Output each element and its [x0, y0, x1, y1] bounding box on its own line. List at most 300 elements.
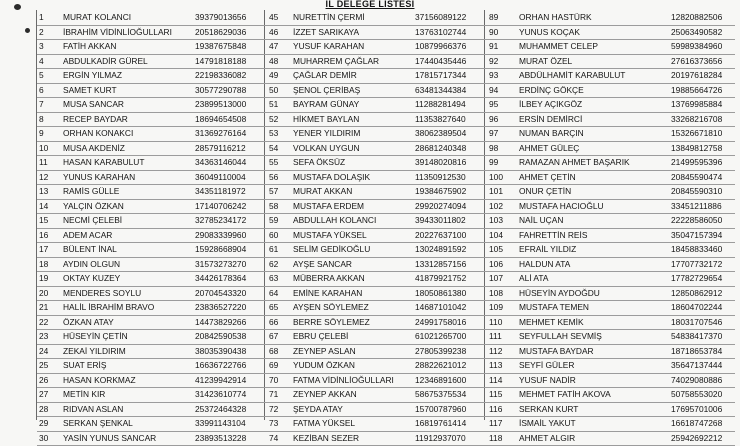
delegate-row	[37, 127, 265, 142]
delegate-number: 20	[39, 287, 48, 301]
delegate-number: 2	[39, 26, 44, 40]
delegate-id-number: 25942692212	[671, 432, 722, 446]
delegate-id-number: 54838417370	[671, 330, 722, 344]
delegate-row	[265, 11, 485, 26]
delegate-row	[265, 84, 485, 99]
delegate-name: AHMET GÜLEÇ	[519, 142, 579, 156]
delegate-number: 109	[489, 301, 503, 315]
delegate-id-number: 11912937070	[415, 432, 466, 446]
delegate-row	[37, 142, 265, 157]
delegate-id-number: 37156089122	[415, 11, 466, 25]
delegate-name: ADEM ACAR	[63, 229, 112, 243]
delegate-row	[485, 55, 735, 70]
delegate-row	[37, 113, 265, 128]
delegate-number: 105	[489, 243, 503, 257]
delegate-row	[485, 98, 735, 113]
delegate-id-number: 14473829266	[195, 316, 246, 330]
delegate-id-number: 35647137444	[671, 359, 722, 373]
delegate-id-number: 17140706242	[195, 200, 246, 214]
delegate-row	[485, 432, 735, 446]
delegate-id-number: 13024891592	[415, 243, 466, 257]
delegate-name: MENDERES SOYLU	[63, 287, 141, 301]
delegate-number: 98	[489, 142, 498, 156]
delegate-name: HÜSEYİN ÇETİN	[63, 330, 128, 344]
delegate-number: 51	[269, 98, 278, 112]
delegate-name: ZEKAİ YILDIRIM	[63, 345, 126, 359]
delegate-row	[265, 345, 485, 360]
delegate-number: 67	[269, 330, 278, 344]
delegate-name: SEYFULLAH SEVMİŞ	[519, 330, 602, 344]
delegate-column-1	[37, 11, 265, 446]
delegate-name: ŞENOL ÇERİBAŞ	[293, 84, 360, 98]
delegate-name: RIDVAN ASLAN	[63, 403, 123, 417]
delegate-row	[37, 272, 265, 287]
delegate-id-number: 25063490582	[671, 26, 722, 40]
delegate-number: 7	[39, 98, 44, 112]
delegate-row	[485, 301, 735, 316]
delegate-row	[265, 432, 485, 446]
delegate-name: SERKAN KURT	[519, 403, 578, 417]
delegate-name: ÖZKAN ATAY	[63, 316, 114, 330]
delegate-id-number: 34351181972	[195, 185, 246, 199]
delegate-row	[37, 403, 265, 418]
delegate-number: 15	[39, 214, 48, 228]
delegate-row	[485, 229, 735, 244]
delegate-number: 25	[39, 359, 48, 373]
delegate-row	[265, 229, 485, 244]
delegate-row	[265, 26, 485, 41]
delegate-number: 46	[269, 26, 278, 40]
delegate-number: 4	[39, 55, 44, 69]
delegate-number: 3	[39, 40, 44, 54]
delegate-id-number: 11350912530	[415, 171, 466, 185]
page-title: İL DELEGE LİSTESİ	[0, 0, 740, 9]
delegate-name: HASAN KARABULUT	[63, 156, 144, 170]
delegate-name: BERRE SÖYLEMEZ	[293, 316, 370, 330]
delegate-number: 102	[489, 200, 503, 214]
delegate-id-number: 10879966376	[415, 40, 466, 54]
delegate-name: ERGİN YILMAZ	[63, 69, 122, 83]
delegate-number: 55	[269, 156, 278, 170]
delegate-id-number: 18031707546	[671, 316, 722, 330]
delegate-name: MUSTAFA BAYDAR	[519, 345, 594, 359]
delegate-row	[37, 287, 265, 302]
delegate-number: 59	[269, 214, 278, 228]
delegate-id-number: 20845590310	[671, 185, 722, 199]
delegate-row	[265, 98, 485, 113]
delegate-number: 24	[39, 345, 48, 359]
delegate-number: 6	[39, 84, 44, 98]
delegate-id-number: 16636722766	[195, 359, 246, 373]
delegate-number: 71	[269, 388, 278, 402]
delegate-id-number: 13312857156	[415, 258, 466, 272]
delegate-id-number: 38035390438	[195, 345, 246, 359]
delegate-row	[485, 243, 735, 258]
delegate-number: 64	[269, 287, 278, 301]
delegate-number: 30	[39, 432, 48, 446]
delegate-id-number: 30577290788	[195, 84, 246, 98]
delegate-row	[37, 359, 265, 374]
delegate-name: NURETTİN ÇERMİ	[293, 11, 365, 25]
delegate-name: MURAT KOLANCI	[63, 11, 131, 25]
delegate-row	[37, 200, 265, 215]
delegate-number: 54	[269, 142, 278, 156]
delegate-number: 72	[269, 403, 278, 417]
delegate-id-number: 20842590538	[195, 330, 246, 344]
delegate-row	[265, 55, 485, 70]
delegate-row	[265, 272, 485, 287]
delegate-number: 118	[489, 432, 502, 446]
delegate-row	[37, 432, 265, 446]
delegate-number: 93	[489, 69, 498, 83]
delegate-name: ORHAN KONAKCI	[63, 127, 133, 141]
delegate-row	[485, 403, 735, 418]
delegate-row	[37, 214, 265, 229]
delegate-row	[265, 171, 485, 186]
delegate-id-number: 15700787960	[415, 403, 466, 417]
delegate-number: 28	[39, 403, 48, 417]
delegate-number: 14	[39, 200, 48, 214]
delegate-name: ONUR ÇETİN	[519, 185, 571, 199]
delegate-id-number: 14791818188	[195, 55, 246, 69]
delegate-id-number: 21499595396	[671, 156, 722, 170]
delegate-number: 56	[269, 171, 278, 185]
delegate-id-number: 18694654508	[195, 113, 246, 127]
delegate-name: HÜSEYİN AYDOĞDU	[519, 287, 600, 301]
delegate-name: MUSA AKDENİZ	[63, 142, 125, 156]
delegate-name: FATMA VİDİNLİOĞULLARI	[293, 374, 394, 388]
delegate-row	[485, 40, 735, 55]
delegate-name: VOLKAN UYGUN	[293, 142, 360, 156]
delegate-number: 107	[489, 272, 503, 286]
delegate-number: 114	[489, 374, 502, 388]
delegate-name: BÜLENT İNAL	[63, 243, 117, 257]
delegate-row	[485, 316, 735, 331]
delegate-name: MUSA SANCAR	[63, 98, 124, 112]
delegate-number: 23	[39, 330, 48, 344]
delegate-number: 47	[269, 40, 278, 54]
delegate-row	[265, 287, 485, 302]
delegate-number: 91	[489, 40, 498, 54]
delegate-name: BAYRAM GÜNAY	[293, 98, 359, 112]
delegate-row	[37, 258, 265, 273]
delegate-number: 115	[489, 388, 502, 402]
delegate-number: 19	[39, 272, 48, 286]
delegate-row	[485, 330, 735, 345]
delegate-id-number: 13849812758	[671, 142, 722, 156]
delegate-row	[37, 84, 265, 99]
delegate-id-number: 17707732172	[671, 258, 722, 272]
delegate-number: 104	[489, 229, 503, 243]
delegate-number: 21	[39, 301, 48, 315]
delegate-number: 89	[489, 11, 498, 25]
delegate-name: ZEYNEP ASLAN	[293, 345, 356, 359]
delegate-row	[265, 156, 485, 171]
delegate-number: 108	[489, 287, 503, 301]
delegate-id-number: 36049110004	[195, 171, 246, 185]
delegate-number: 9	[39, 127, 44, 141]
delegate-id-number: 35047157394	[671, 229, 722, 243]
delegate-id-number: 59989384960	[671, 40, 722, 54]
delegate-row	[485, 11, 735, 26]
delegate-row	[265, 388, 485, 403]
delegate-row	[37, 55, 265, 70]
delegate-name: YUNUS KARAHAN	[63, 171, 135, 185]
delegate-number: 52	[269, 113, 278, 127]
delegate-row	[265, 214, 485, 229]
delegate-number: 106	[489, 258, 503, 272]
delegate-number: 117	[489, 417, 502, 431]
delegate-row	[265, 200, 485, 215]
delegate-name: SUAT ERİŞ	[63, 359, 106, 373]
delegate-number: 27	[39, 388, 48, 402]
delegate-name: ÇAĞLAR DEMİR	[293, 69, 357, 83]
delegate-row	[265, 258, 485, 273]
delegate-number: 68	[269, 345, 278, 359]
delegate-id-number: 27616373656	[671, 55, 722, 69]
delegate-id-number: 25372464328	[195, 403, 246, 417]
delegate-row	[485, 417, 735, 432]
delegate-number: 17	[39, 243, 48, 257]
delegate-name: AHMET ALGIR	[519, 432, 575, 446]
delegate-id-number: 20197618284	[671, 69, 722, 83]
delegate-number: 50	[269, 84, 278, 98]
delegate-id-number: 23899513000	[195, 98, 246, 112]
delegate-name: İZZET SARIKAYA	[293, 26, 359, 40]
delegate-number: 48	[269, 55, 278, 69]
delegate-id-number: 20845590474	[671, 171, 722, 185]
delegate-name: MUSTAFA TEMEN	[519, 301, 589, 315]
delegate-name: METİN KIR	[63, 388, 105, 402]
delegate-name: EMİNE KARAHAN	[293, 287, 362, 301]
delegate-number: 65	[269, 301, 278, 315]
delegate-number: 5	[39, 69, 44, 83]
delegate-name: AHMET ÇETİN	[519, 171, 576, 185]
delegate-name: SAMET KURT	[63, 84, 117, 98]
delegate-name: YUDUM ÖZKAN	[293, 359, 355, 373]
delegate-number: 61	[269, 243, 278, 257]
delegate-id-number: 11353827640	[415, 113, 466, 127]
delegate-number: 103	[489, 214, 503, 228]
delegate-name: MUSTAFA ERDEM	[293, 200, 364, 214]
delegate-row	[265, 127, 485, 142]
delegate-number: 112	[489, 345, 502, 359]
delegate-name: YENER YILDIRIM	[293, 127, 360, 141]
delegate-row	[265, 69, 485, 84]
delegate-row	[37, 316, 265, 331]
ink-blot	[25, 28, 30, 33]
delegate-name: FATMA YÜKSEL	[293, 417, 355, 431]
delegate-name: OKTAY KUZEY	[63, 272, 120, 286]
delegate-name: ŞEYDA ATAY	[293, 403, 343, 417]
delegate-id-number: 29920274094	[415, 200, 466, 214]
delegate-name: MEHMET FATİH AKOVA	[519, 388, 611, 402]
delegate-id-number: 17782729654	[671, 272, 722, 286]
delegate-row	[37, 330, 265, 345]
delegate-name: NECMİ ÇELEBİ	[63, 214, 122, 228]
delegate-number: 99	[489, 156, 498, 170]
delegate-id-number: 17440435446	[415, 55, 466, 69]
delegate-number: 73	[269, 417, 278, 431]
delegate-id-number: 28822621012	[415, 359, 466, 373]
delegate-column-2	[265, 11, 485, 446]
delegate-name: YUSUF NADİR	[519, 374, 576, 388]
delegate-number: 53	[269, 127, 278, 141]
delegate-name: ZEYNEP AKKAN	[293, 388, 357, 402]
delegate-name: YALÇIN ÖZKAN	[63, 200, 124, 214]
delegate-name: İBRAHİM VİDİNLİOĞULLARI	[63, 26, 172, 40]
delegate-id-number: 12820882506	[671, 11, 722, 25]
delegate-id-number: 13769985884	[671, 98, 722, 112]
delegate-name: YUNUS KOÇAK	[519, 26, 580, 40]
delegate-id-number: 31573273270	[195, 258, 246, 272]
delegate-id-number: 18718653784	[671, 345, 722, 359]
delegate-row	[265, 113, 485, 128]
delegate-number: 60	[269, 229, 278, 243]
delegate-id-number: 20227637100	[415, 229, 466, 243]
delegate-name: SEYFİ GÜLER	[519, 359, 574, 373]
delegate-column-3	[485, 11, 735, 446]
delegate-number: 12	[39, 171, 48, 185]
delegate-row	[485, 84, 735, 99]
delegate-name: MUSTAFA YÜKSEL	[293, 229, 367, 243]
delegate-row	[265, 142, 485, 157]
delegate-number: 13	[39, 185, 48, 199]
delegate-name: HALİL İBRAHİM BRAVO	[63, 301, 154, 315]
delegate-number: 95	[489, 98, 498, 112]
delegate-row	[485, 214, 735, 229]
delegate-number: 22	[39, 316, 48, 330]
delegate-row	[485, 26, 735, 41]
delegate-name: EFRAİL YILDIZ	[519, 243, 576, 257]
delegate-number: 97	[489, 127, 498, 141]
delegate-number: 113	[489, 359, 502, 373]
delegate-row	[37, 374, 265, 389]
delegate-row	[37, 229, 265, 244]
delegate-row	[37, 417, 265, 432]
delegate-row	[485, 388, 735, 403]
delegate-row	[485, 359, 735, 374]
delegate-name: ABDULLAH KOLANCI	[293, 214, 376, 228]
delegate-id-number: 16618747268	[671, 417, 722, 431]
delegate-row	[265, 330, 485, 345]
delegate-id-number: 39379013656	[195, 11, 246, 25]
delegate-id-number: 18604702244	[671, 301, 722, 315]
delegate-id-number: 19384675902	[415, 185, 466, 199]
delegate-name: FAHRETTİN REİS	[519, 229, 587, 243]
delegate-row	[485, 171, 735, 186]
delegate-name: ERDİNÇ GÖKÇE	[519, 84, 584, 98]
delegate-row	[37, 156, 265, 171]
delegate-number: 69	[269, 359, 278, 373]
delegate-name: RAMİS GÜLLE	[63, 185, 119, 199]
delegate-number: 110	[489, 316, 502, 330]
delegate-name: HİKMET BAYLAN	[293, 113, 359, 127]
delegate-number: 62	[269, 258, 278, 272]
delegate-id-number: 31369276164	[195, 127, 246, 141]
delegate-name: SERKAN ŞENKAL	[63, 417, 133, 431]
delegate-id-number: 32785234172	[195, 214, 246, 228]
delegate-name: ABDULKADİR GÜREL	[63, 55, 148, 69]
delegate-name: SELİM GEDİKOĞLU	[293, 243, 370, 257]
delegate-id-number: 12850862912	[671, 287, 722, 301]
delegate-id-number: 28681240348	[415, 142, 466, 156]
delegate-name: AYŞE SANCAR	[293, 258, 352, 272]
delegate-id-number: 17815717344	[415, 69, 466, 83]
delegate-row	[37, 11, 265, 26]
delegate-id-number: 20704543320	[195, 287, 246, 301]
delegate-id-number: 19885664726	[671, 84, 722, 98]
delegate-name: ABDÜLHAMİT KARABULUT	[519, 69, 625, 83]
delegate-number: 8	[39, 113, 44, 127]
delegate-id-number: 22228586050	[671, 214, 722, 228]
delegate-number: 10	[39, 142, 48, 156]
delegate-number: 26	[39, 374, 48, 388]
delegate-id-number: 13763102744	[415, 26, 466, 40]
delegate-name: NUMAN BARÇIN	[519, 127, 584, 141]
delegate-number: 11	[39, 156, 48, 170]
delegate-id-number: 29083339960	[195, 229, 246, 243]
delegate-name: MURAT AKKAN	[293, 185, 352, 199]
delegate-name: EBRU ÇELEBİ	[293, 330, 348, 344]
delegate-id-number: 34426178364	[195, 272, 246, 286]
delegate-id-number: 74029080886	[671, 374, 722, 388]
delegate-number: 111	[489, 330, 502, 344]
delegate-row	[485, 345, 735, 360]
delegate-number: 96	[489, 113, 498, 127]
delegate-number: 74	[269, 432, 278, 446]
delegate-row	[265, 316, 485, 331]
delegate-number: 101	[489, 185, 503, 199]
delegate-id-number: 15326671810	[671, 127, 722, 141]
delegate-row	[37, 388, 265, 403]
delegate-number: 70	[269, 374, 278, 388]
delegate-name: KEZİBAN SEZER	[293, 432, 359, 446]
delegate-id-number: 58675375534	[415, 388, 466, 402]
delegate-number: 92	[489, 55, 498, 69]
delegate-id-number: 39148020816	[415, 156, 466, 170]
delegate-id-number: 24991758016	[415, 316, 466, 330]
delegate-row	[37, 345, 265, 360]
delegate-name: HALDUN ATA	[519, 258, 570, 272]
delegate-row	[485, 200, 735, 215]
delegate-row	[485, 185, 735, 200]
delegate-id-number: 33991143104	[195, 417, 246, 431]
delegate-name: MEHMET KEMİK	[519, 316, 584, 330]
delegate-number: 90	[489, 26, 498, 40]
delegate-row	[265, 40, 485, 55]
delegate-id-number: 17695701006	[671, 403, 722, 417]
delegate-row	[485, 287, 735, 302]
delegate-id-number: 33268216708	[671, 113, 722, 127]
delegate-id-number: 41879921752	[415, 272, 466, 286]
ink-blot	[14, 4, 21, 10]
delegate-row	[485, 156, 735, 171]
delegate-number: 18	[39, 258, 48, 272]
delegate-row	[265, 417, 485, 432]
delegate-name: YUSUF KARAHAN	[293, 40, 364, 54]
delegate-name: İLBEY AÇIKGÖZ	[519, 98, 582, 112]
delegate-row	[485, 127, 735, 142]
delegate-name: MÜBERRA AKKAN	[293, 272, 365, 286]
delegate-id-number: 15928668904	[195, 243, 246, 257]
delegate-row	[37, 243, 265, 258]
delegate-id-number: 61021265700	[415, 330, 466, 344]
delegate-id-number: 23893513228	[195, 432, 246, 446]
delegate-row	[37, 301, 265, 316]
delegate-name: ERSİN DEMİRCİ	[519, 113, 582, 127]
delegate-id-number: 38062389504	[415, 127, 466, 141]
